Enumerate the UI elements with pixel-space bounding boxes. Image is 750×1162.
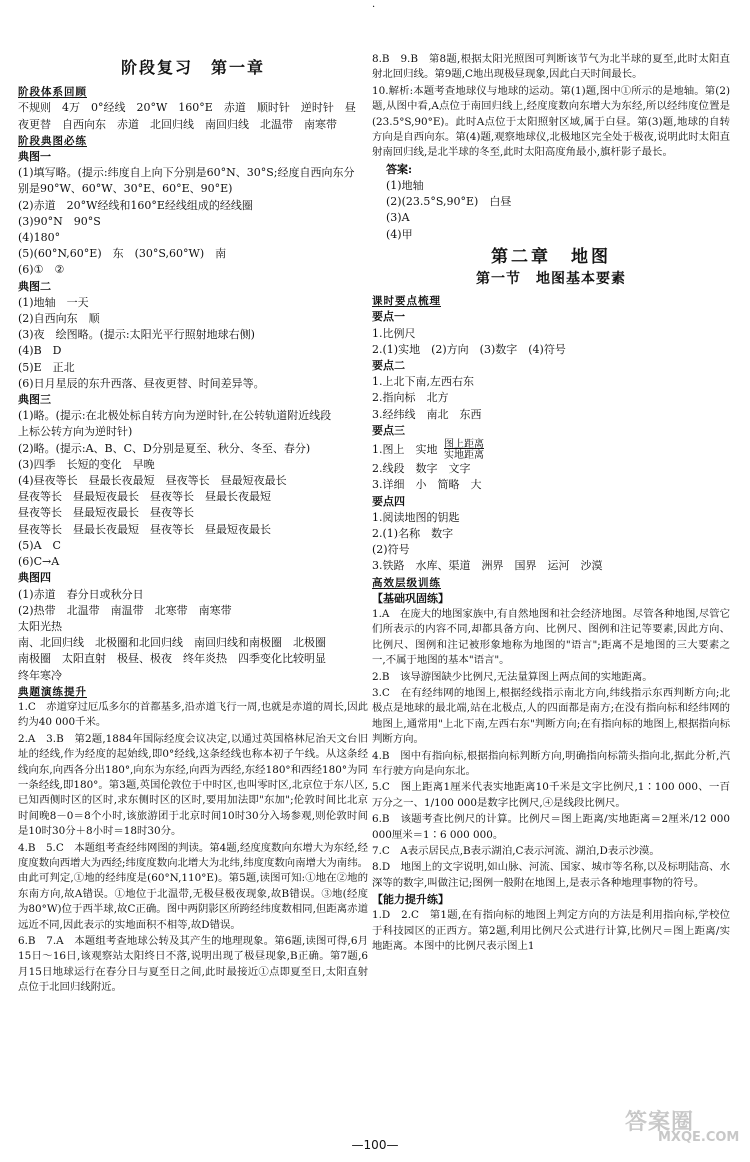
key-point-line: 2.线段 数字 文字 [372, 462, 471, 476]
answer-line: 终年寒冷 [18, 668, 62, 682]
answer-line: (4)B D [18, 344, 62, 358]
explanation-paragraph: 5.C 图上距离1厘米代表实地距离10千米是文字比例尺,1∶100 000、一百万分之一、1/100 000是数字比例尺,④是线段比例尺。 [372, 781, 730, 809]
chapter-title: 第二章 地图 [491, 246, 611, 267]
answer-label: 答案: [386, 162, 413, 176]
explanation-paragraph: 4.B 5.C 本题组考查经纬网图的判读。第4题,经度度数向东增大为东经,经度度数向西增大为西经;纬度度数向北增大为北纬,纬度度数向南增大为南纬。由此可判定,①地的经纬度是(60°N,110°E)。第5题,读图可知:①地在②地的东南方向,故A错误。①地位于北温带,无极昼极夜现象,故B错误。③地(经度为80°W)位于西半球,故C正确。图中两阴影区所跨经纬度数相同,但距离赤道远近不同,因此表示的实地面积不相等,故D错误。 [18, 841, 368, 931]
key-point-line: 2.(1)实地 (2)方向 (3)数字 (4)符号 [372, 342, 566, 356]
explanation-paragraph: 1.C 赤道穿过厄瓜多尔的首都基多,沿赤道飞行一周,也就是赤道的周长,因此约为40 000千米。 [18, 700, 368, 729]
answer-line: 典图二 [18, 279, 51, 293]
watermark-url: MXQE.COM [658, 1130, 740, 1145]
answer-line: 南、北回归线 北极圈和北回归线 南回归线和南极圈 北极圈 [18, 636, 326, 650]
answer-line: (4)180° [18, 231, 61, 245]
system-review-lines [18, 100, 368, 132]
key-point-line: 要点三 [372, 423, 405, 437]
system-review-line: 夜更替 自西向东 赤道 北回归线 南回归线 北温带 南寒带 [18, 117, 337, 131]
system-review-line: 不规则 4万 0°经线 20°W 160°E 赤道 顺时针 逆时针 昼 [18, 101, 356, 115]
explanation-paragraph: 8.D 地图上的文字说明,如山脉、河流、国家、城市等名称,以及标明陆高、水深等的数字,叫做注记;图例一般附在地图上,是表示各种地理事物的符号。 [372, 861, 730, 889]
answer-line: (1)略。(提示:在北极处标自转方向为逆时针,在公转轨道附近线段 [18, 409, 332, 423]
answer-line: (2)热带 北温带 南温带 北寒带 南寒带 [18, 603, 232, 617]
ability-practice-label: 【能力提升练】 [372, 893, 449, 907]
answer-line: 昼夜等长 昼最短夜最长 昼夜等长 昼最长夜最短 [18, 490, 271, 504]
answer-item: (2)(23.5°S,90°E) 白昼 [386, 195, 512, 209]
ability-practice-answers [372, 908, 730, 954]
answer-line: (1)赤道 春分日或秋分日 [18, 587, 144, 601]
key-point-line: 1.比例尺 [372, 326, 416, 340]
explanation-paragraph: 3.C 在有经纬网的地图上,根据经线指示南北方向,纬线指示东西判断方向;北极点是地球的最北端,站在北极点,人的四面都是南方;在没有指向标和经纬网的地图上,通常用"上北下南,左西右东"判断方向;在有指向标的地图上,根据指向标判断方向。 [372, 686, 730, 746]
explanation-paragraph: 8.B 9.B 第8题,根据太阳光照图可判断该节气为北半球的夏至,此时太阳直射北回归线。第9题,C地出现极昼现象,因此白天时间最长。 [372, 53, 730, 81]
right-column [372, 52, 730, 956]
answer-line: (3)四季 长短的变化 早晚 [18, 457, 155, 471]
answer-line: 南极圈 太阳直射 极昼、极夜 终年炎热 四季变化比较明显 [18, 652, 326, 666]
scale-fraction [444, 439, 484, 461]
answer-line: 别是90°W、60°W、30°E、60°E、90°E) [18, 182, 233, 196]
explanation-paragraph: 6.B 该题考查比例尺的计算。比例尺＝图上距离/实地距离＝2厘米/12 000 000厘米＝1∶6 000 000。 [372, 813, 730, 841]
answer-line: 典图四 [18, 571, 51, 585]
explanation-paragraph: 1.A 在庞大的地图家族中,有自然地图和社会经济地图。尽管各种地图,尽管它们所表示的内容不同,却都具备方向、比例尺、图例和注记等要素,因此方向、比例尺、图例和注记被形象地称为地图的"语言";距离不是地图的三大要素之一,不属于地图的基本"语言"。 [372, 607, 730, 667]
key-point-line: 2.(1)名称 数字 [372, 526, 454, 540]
answer-line: (2)赤道 20°W经线和160°E经线组成的经线圈 [18, 198, 253, 212]
review-title: 阶段复习 第一章 [120, 58, 265, 77]
watermark-logo: 答案圈 [625, 1110, 695, 1135]
answer-line: (2)自西向东 顺 [18, 312, 100, 326]
explanation-paragraph: 6.B 7.A 本题组考查地球公转及其产生的地理现象。第6题,读图可得,6月15日～16日,该观察站太阳终日不落,说明出现了极昼现象,B正确。第7题,6月15日地球运行在春分日与夏至日之间,此时最接近①点即夏至日,太阳直射点位于北回归线附近。 [18, 935, 368, 994]
key-point-line: (2)符号 [372, 543, 410, 557]
explanation-paragraph: 1.D 2.C 第1题,在有指向标的地图上判定方向的方法是利用指向标,学校位于科技园区的正西方。第2题,利用比例尺公式进行计算,比例尺＝图上距离/实地距离。本图中的比例尺表示图上1 [372, 909, 730, 953]
answer-line: 上标公转方向为逆时针) [18, 425, 133, 439]
key-points-list-2 [372, 461, 730, 574]
answer-line: (5)A C [18, 538, 61, 552]
key-point-line: 3.经纬线 南北 东西 [372, 407, 482, 421]
answer-explanations-top [372, 52, 730, 161]
answer-line: 太阳光热 [18, 619, 62, 633]
key-point-3-line1 [372, 439, 730, 461]
key-point-line: 1.上北下南,左西右东 [372, 375, 474, 389]
typical-figure-answers [18, 149, 368, 684]
key-point-line: 3.详细 小 简略 大 [372, 478, 482, 492]
answer-line: 昼夜等长 昼最短夜最长 昼夜等长 [18, 506, 194, 520]
answer-line: (3)90°N 90°S [18, 214, 101, 228]
answer-line: (6)① ② [18, 263, 65, 277]
fraction-denominator: 实地距离 [444, 450, 484, 462]
section-title: 第一节 地图基本要素 [476, 271, 626, 288]
exercise-explanations [18, 700, 368, 996]
explanation-paragraph: 10.解析:本题考查地球仪与地球的运动。第(1)题,图中①所示的是地轴。第(2)题,从图中看,A点位于南回归线上,经度度数向东增大为东经,所以经纬度位置是(23.5°S,90°E)。此时A点位于太阳照射区域,属于白昼。第(3)题,地球的自转方向是自西向东。第(4)题,观察地球仪,北极地区完全处于极夜,说明此时太阳直射南回归线,是北半球的冬至,此时太阳高度角最小,旗杆影子最长。 [372, 84, 730, 159]
answer-item: (1)地轴 [386, 179, 424, 193]
basic-practice-label: 【基础巩固练】 [372, 591, 449, 605]
basic-practice-answers [372, 607, 730, 891]
key-point-line: 要点二 [372, 359, 405, 373]
answers-block [386, 162, 730, 243]
section-heading-typical-figures: 阶段典图必练 [18, 134, 87, 147]
answer-item: (3)A [386, 211, 410, 225]
section-heading-key-points: 课时要点梳理 [372, 295, 441, 308]
key-point-line: 2.指向标 北方 [372, 391, 449, 405]
answer-line: 典图三 [18, 393, 51, 407]
key-point-3-text: 1.图上 实地 [372, 443, 438, 457]
explanation-paragraph: 7.C A表示居民点,B表示湖泊,C表示河流、湖泊,D表示沙漠。 [372, 845, 660, 858]
key-point-line: 3.铁路 水库、渠道 洲界 国界 运河 沙漠 [372, 559, 603, 573]
key-point-line: 要点四 [372, 494, 405, 508]
answer-line: (5)E 正北 [18, 360, 75, 374]
key-point-line: 1.阅读地图的钥匙 [372, 510, 460, 524]
key-point-line: 要点一 [372, 310, 405, 324]
answer-line: (5)(60°N,60°E) 东 (30°S,60°W) 南 [18, 247, 227, 261]
answer-line: (6)C→A [18, 555, 60, 569]
answer-line: (1)填写略。(提示:纬度自上向下分别是60°N、30°S;经度自西向东分 [18, 166, 355, 180]
top-mark: · [372, 2, 376, 13]
explanation-paragraph: 4.B 图中有指向标,根据指向标判断方向,明确指向标箭头指向北,据此分析,汽车行驶方向是向东北。 [372, 749, 730, 777]
explanation-paragraph: 2.B 该导游图缺少比例尺,无法量算图上两点间的实地距离。 [372, 670, 653, 683]
section-heading-exercises: 典题演练提升 [18, 685, 87, 698]
section-heading-system: 阶段体系回顾 [18, 86, 87, 99]
left-column [18, 50, 368, 997]
answer-list [386, 178, 730, 243]
answer-line: 典图一 [18, 150, 51, 164]
answer-line: (4)昼夜等长 昼最长夜最短 昼夜等长 昼最短夜最长 [18, 474, 287, 488]
answer-line: (1)地轴 一天 [18, 295, 89, 309]
answer-line: (2)略。(提示:A、B、C、D分别是夏至、秋分、冬至、春分) [18, 441, 311, 455]
answer-item: (4)甲 [386, 227, 413, 241]
key-points-list [372, 309, 730, 439]
page-number: —100— [351, 1138, 399, 1152]
answer-line: (3)夜 绘图略。(提示:太阳光平行照射地球右侧) [18, 328, 255, 342]
fraction-numerator: 图上距离 [444, 439, 484, 451]
explanation-paragraph: 2.A 3.B 第2题,1884年国际经度会议决定,以通过英国格林尼治天文台旧址的经线,作为经度的起始线,即0°经线,这条经线也称本初子午线。从这条经线向东,向西各分出180°,向东为东经,向西为西经,东经180°和西经180°为同一条经线,即180°。第3题,英国伦敦位于中时区,也叫零时区,北京位于东八区,已知西侧时区的区时,求东侧时区的区时,要用加法即"东加";伦敦时间比北京时间晚8－0＝8个小时,该旅游团于北京时间10时30分入场参观,则伦敦时间是10时30分＋8小时＝18时30分。 [18, 732, 368, 838]
section-heading-training: 高效层级训练 [372, 576, 441, 589]
answer-line: 昼夜等长 昼最长夜最短 昼夜等长 昼最短夜最长 [18, 522, 271, 536]
answer-line: (6)日月星辰的东升西落、昼夜更替、时间差异等。 [18, 376, 265, 390]
